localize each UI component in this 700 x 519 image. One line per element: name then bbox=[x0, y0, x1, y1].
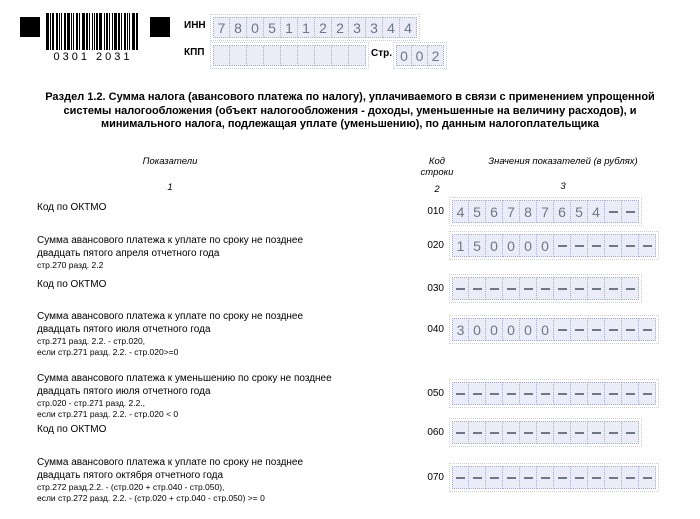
row-label bbox=[37, 202, 437, 215]
value-cell[interactable] bbox=[554, 466, 571, 489]
dash-mark bbox=[456, 288, 465, 290]
row-code: 040 bbox=[427, 324, 444, 335]
value-cell[interactable] bbox=[503, 421, 520, 444]
dash-mark bbox=[558, 329, 567, 331]
row-label-line: Код по ОКТМО bbox=[37, 424, 107, 435]
row-value-field[interactable] bbox=[452, 200, 639, 223]
row-code: 060 bbox=[427, 427, 444, 438]
value-cell[interactable] bbox=[469, 421, 486, 444]
dash-mark bbox=[524, 477, 533, 479]
col-header-line-code: Код строки bbox=[420, 156, 454, 178]
dash-mark bbox=[592, 393, 601, 395]
value-cell[interactable] bbox=[588, 318, 605, 341]
value-cell[interactable]: 7 bbox=[537, 200, 554, 223]
value-cell[interactable] bbox=[639, 466, 656, 489]
value-cell[interactable]: 0 bbox=[247, 17, 264, 38]
value-cell[interactable] bbox=[605, 318, 622, 341]
value-cell[interactable]: 7 bbox=[503, 200, 520, 223]
value-cell[interactable]: 0 bbox=[486, 318, 503, 341]
row-label-line: Сумма авансового платежа к уменьшению по сроку не позднее bbox=[37, 373, 332, 384]
value-cell[interactable]: 0 bbox=[503, 318, 520, 341]
row-label-line: Сумма авансового платежа к уплате по сроку не позднее bbox=[37, 235, 304, 246]
value-cell[interactable]: 0 bbox=[503, 234, 520, 257]
row-label-line: двадцать пятого апреля отчетного года bbox=[37, 247, 220, 259]
value-cell[interactable]: 4 bbox=[383, 17, 400, 38]
dash-mark bbox=[626, 288, 635, 290]
dash-mark bbox=[609, 329, 618, 331]
dash-mark bbox=[575, 432, 584, 434]
value-cell[interactable] bbox=[622, 234, 639, 257]
value-cell[interactable] bbox=[588, 421, 605, 444]
value-cell[interactable]: 5 bbox=[571, 200, 588, 223]
value-cell[interactable]: 3 bbox=[349, 17, 366, 38]
value-cell[interactable] bbox=[605, 421, 622, 444]
dash-mark bbox=[626, 329, 635, 331]
dash-mark bbox=[490, 432, 499, 434]
row-label-line: Код по ОКТМО bbox=[37, 202, 107, 213]
value-cell[interactable] bbox=[469, 466, 486, 489]
dash-mark bbox=[524, 288, 533, 290]
dash-mark bbox=[456, 393, 465, 395]
dash-mark bbox=[643, 329, 652, 331]
dash-mark bbox=[541, 477, 550, 479]
value-cell[interactable]: 3 bbox=[452, 318, 469, 341]
dash-mark bbox=[609, 432, 618, 434]
row-code: 070 bbox=[427, 472, 444, 483]
value-cell[interactable]: 0 bbox=[412, 45, 428, 66]
value-cell[interactable] bbox=[537, 382, 554, 405]
col-header-indicators: Показатели bbox=[142, 156, 198, 167]
row-formula-line: если стр.271 разд. 2.2. - стр.020 < 0 bbox=[37, 409, 179, 420]
row-formula-line: если стр.271 разд. 2.2. - стр.020>=0 bbox=[37, 347, 179, 358]
value-cell[interactable] bbox=[554, 421, 571, 444]
dash-mark bbox=[643, 477, 652, 479]
page-number-label: Стр. bbox=[371, 48, 393, 59]
row-value-field[interactable] bbox=[452, 466, 656, 489]
value-cell[interactable] bbox=[452, 277, 469, 300]
value-cell[interactable]: 4 bbox=[400, 17, 417, 38]
barcode-icon bbox=[46, 13, 140, 50]
value-cell[interactable] bbox=[349, 45, 366, 66]
dash-mark bbox=[524, 432, 533, 434]
value-cell[interactable] bbox=[520, 382, 537, 405]
dash-mark bbox=[490, 477, 499, 479]
value-cell[interactable] bbox=[554, 318, 571, 341]
col-number-1: 1 bbox=[167, 182, 173, 193]
dash-mark bbox=[609, 477, 618, 479]
value-cell[interactable] bbox=[639, 234, 656, 257]
value-cell[interactable] bbox=[520, 421, 537, 444]
value-cell[interactable] bbox=[622, 382, 639, 405]
col-header-values: Значения показателей (в рублях) bbox=[488, 156, 638, 167]
dash-mark bbox=[643, 393, 652, 395]
row-code: 010 bbox=[427, 206, 444, 217]
inn-field[interactable] bbox=[213, 17, 417, 38]
value-cell[interactable]: 2 bbox=[332, 17, 349, 38]
value-cell[interactable] bbox=[469, 382, 486, 405]
value-cell[interactable] bbox=[605, 200, 622, 223]
row-label bbox=[37, 424, 437, 437]
value-cell[interactable] bbox=[537, 277, 554, 300]
value-cell[interactable] bbox=[554, 382, 571, 405]
value-cell[interactable] bbox=[503, 382, 520, 405]
row-value-field[interactable] bbox=[452, 421, 639, 444]
row-label-line: Сумма авансового платежа к уплате по сроку не позднее bbox=[37, 457, 304, 468]
dash-mark bbox=[626, 393, 635, 395]
kpp-field[interactable] bbox=[213, 45, 366, 66]
value-cell[interactable] bbox=[605, 277, 622, 300]
dash-mark bbox=[626, 477, 635, 479]
dash-mark bbox=[558, 432, 567, 434]
dash-mark bbox=[456, 477, 465, 479]
dash-mark bbox=[558, 288, 567, 290]
value-cell[interactable] bbox=[571, 277, 588, 300]
value-cell[interactable] bbox=[520, 277, 537, 300]
value-cell[interactable]: 0 bbox=[520, 234, 537, 257]
value-cell[interactable] bbox=[605, 466, 622, 489]
row-formula-line: если стр.272 разд. 2.2. - (стр.020 + стр.040 - стр.050) >= 0 bbox=[37, 493, 265, 504]
anchor-square-right bbox=[150, 17, 170, 37]
dash-mark bbox=[558, 477, 567, 479]
value-cell[interactable]: 1 bbox=[452, 234, 469, 257]
value-cell[interactable] bbox=[622, 421, 639, 444]
value-cell[interactable] bbox=[571, 421, 588, 444]
value-cell[interactable] bbox=[639, 318, 656, 341]
value-cell[interactable]: 1 bbox=[281, 17, 298, 38]
dash-mark bbox=[575, 329, 584, 331]
row-value-field[interactable] bbox=[452, 318, 656, 341]
value-cell[interactable] bbox=[486, 277, 503, 300]
dash-mark bbox=[558, 393, 567, 395]
value-cell[interactable]: 7 bbox=[213, 17, 230, 38]
row-code: 050 bbox=[427, 388, 444, 399]
dash-mark bbox=[575, 477, 584, 479]
row-label bbox=[37, 235, 437, 271]
value-cell[interactable] bbox=[622, 200, 639, 223]
row-label bbox=[37, 311, 437, 359]
value-cell[interactable]: 6 bbox=[486, 200, 503, 223]
dash-mark bbox=[473, 432, 482, 434]
row-label-line: Сумма авансового платежа к уплате по сроку не позднее bbox=[37, 311, 304, 322]
value-cell[interactable] bbox=[247, 45, 264, 66]
row-value-field[interactable] bbox=[452, 277, 639, 300]
row-value-field[interactable] bbox=[452, 234, 656, 257]
value-cell[interactable] bbox=[571, 466, 588, 489]
value-cell[interactable] bbox=[230, 45, 247, 66]
dash-mark bbox=[541, 432, 550, 434]
anchor-square-left bbox=[20, 17, 40, 37]
dash-mark bbox=[626, 432, 635, 434]
value-cell[interactable] bbox=[605, 234, 622, 257]
dash-mark bbox=[507, 477, 516, 479]
row-code: 030 bbox=[427, 283, 444, 294]
value-cell[interactable] bbox=[213, 45, 230, 66]
value-cell[interactable] bbox=[469, 277, 486, 300]
value-cell[interactable]: 5 bbox=[469, 200, 486, 223]
value-cell[interactable]: 0 bbox=[537, 234, 554, 257]
value-cell[interactable]: 0 bbox=[396, 45, 412, 66]
value-cell[interactable]: 0 bbox=[520, 318, 537, 341]
row-label-line: двадцать пятого июля отчетного года bbox=[37, 323, 211, 335]
dash-mark bbox=[490, 393, 499, 395]
row-label-line: двадцать пятого октября отчетного года bbox=[37, 469, 224, 481]
row-formula-line: стр.270 разд. 2.2 bbox=[37, 260, 104, 270]
dash-mark bbox=[507, 288, 516, 290]
dash-mark bbox=[541, 393, 550, 395]
row-formula-line: стр.272 разд.2.2. - (стр.020 + стр.040 - стр.050), bbox=[37, 482, 225, 492]
dash-mark bbox=[592, 432, 601, 434]
value-cell[interactable] bbox=[622, 466, 639, 489]
dash-mark bbox=[490, 288, 499, 290]
value-cell[interactable] bbox=[452, 421, 469, 444]
dash-mark bbox=[609, 211, 618, 213]
value-cell[interactable] bbox=[622, 318, 639, 341]
dash-mark bbox=[473, 288, 482, 290]
value-cell[interactable]: 4 bbox=[452, 200, 469, 223]
value-cell[interactable] bbox=[281, 45, 298, 66]
dash-mark bbox=[575, 245, 584, 247]
value-cell[interactable] bbox=[571, 382, 588, 405]
dash-mark bbox=[609, 245, 618, 247]
value-cell[interactable] bbox=[298, 45, 315, 66]
dash-mark bbox=[558, 245, 567, 247]
value-cell[interactable] bbox=[503, 277, 520, 300]
row-label bbox=[37, 457, 437, 505]
value-cell[interactable]: 5 bbox=[264, 17, 281, 38]
col-number-2: 2 bbox=[434, 184, 440, 195]
value-cell[interactable] bbox=[315, 45, 332, 66]
value-cell[interactable] bbox=[503, 466, 520, 489]
value-cell[interactable] bbox=[537, 466, 554, 489]
value-cell[interactable]: 0 bbox=[486, 234, 503, 257]
row-formula-line: стр.271 разд. 2.2. - стр.020, bbox=[37, 336, 146, 346]
barcode-number: 0301 2031 bbox=[53, 51, 133, 63]
dash-mark bbox=[456, 432, 465, 434]
value-cell[interactable] bbox=[605, 382, 622, 405]
value-cell[interactable]: 0 bbox=[537, 318, 554, 341]
value-cell[interactable] bbox=[486, 421, 503, 444]
dash-mark bbox=[626, 245, 635, 247]
col-number-3: 3 bbox=[560, 181, 566, 192]
dash-mark bbox=[575, 393, 584, 395]
value-cell[interactable]: 3 bbox=[366, 17, 383, 38]
dash-mark bbox=[592, 288, 601, 290]
dash-mark bbox=[575, 288, 584, 290]
dash-mark bbox=[643, 245, 652, 247]
value-cell[interactable]: 2 bbox=[315, 17, 332, 38]
value-cell[interactable]: 8 bbox=[230, 17, 247, 38]
value-cell[interactable] bbox=[452, 382, 469, 405]
dash-mark bbox=[626, 211, 635, 213]
value-cell[interactable] bbox=[486, 382, 503, 405]
value-cell[interactable] bbox=[571, 318, 588, 341]
value-cell[interactable] bbox=[554, 277, 571, 300]
value-cell[interactable] bbox=[332, 45, 349, 66]
value-cell[interactable] bbox=[622, 277, 639, 300]
value-cell[interactable] bbox=[588, 382, 605, 405]
inn-label: ИНН bbox=[184, 20, 206, 31]
value-cell[interactable] bbox=[554, 234, 571, 257]
value-cell[interactable] bbox=[264, 45, 281, 66]
row-code: 020 bbox=[427, 240, 444, 251]
value-cell[interactable] bbox=[639, 382, 656, 405]
value-cell[interactable] bbox=[520, 466, 537, 489]
dash-mark bbox=[592, 329, 601, 331]
row-label bbox=[37, 279, 437, 292]
row-value-field[interactable] bbox=[452, 382, 656, 405]
dash-mark bbox=[592, 245, 601, 247]
row-label-line: Код по ОКТМО bbox=[37, 279, 107, 290]
value-cell[interactable] bbox=[537, 421, 554, 444]
kpp-label: КПП bbox=[184, 47, 205, 58]
row-label-line: двадцать пятого июля отчетного года bbox=[37, 385, 211, 397]
value-cell[interactable]: 1 bbox=[298, 17, 315, 38]
section-title: Раздел 1.2. Сумма налога (авансового платежа по налогу), уплачиваемого в связи с применением упрощенной системы налогообложения (объект налогообложения - доходы, уменьшенные на величину расходов), и минимального налога, подлежащая уплате (уменьшению), по данным налогоплательщика bbox=[45, 91, 655, 130]
value-cell[interactable] bbox=[588, 234, 605, 257]
dash-mark bbox=[524, 393, 533, 395]
dash-mark bbox=[592, 477, 601, 479]
value-cell[interactable] bbox=[486, 466, 503, 489]
page-number-field[interactable] bbox=[396, 45, 444, 66]
value-cell[interactable]: 5 bbox=[469, 234, 486, 257]
dash-mark bbox=[507, 393, 516, 395]
row-label bbox=[37, 373, 437, 421]
dash-mark bbox=[609, 288, 618, 290]
value-cell[interactable] bbox=[588, 466, 605, 489]
dash-mark bbox=[541, 288, 550, 290]
value-cell[interactable]: 6 bbox=[554, 200, 571, 223]
dash-mark bbox=[473, 393, 482, 395]
value-cell[interactable] bbox=[588, 277, 605, 300]
dash-mark bbox=[473, 477, 482, 479]
value-cell[interactable]: 2 bbox=[428, 45, 444, 66]
row-formula-line: стр.020 - стр.271 разд. 2.2., bbox=[37, 398, 146, 408]
dash-mark bbox=[609, 393, 618, 395]
value-cell[interactable]: 4 bbox=[588, 200, 605, 223]
value-cell[interactable] bbox=[452, 466, 469, 489]
value-cell[interactable]: 8 bbox=[520, 200, 537, 223]
dash-mark bbox=[507, 432, 516, 434]
value-cell[interactable]: 0 bbox=[469, 318, 486, 341]
value-cell[interactable] bbox=[571, 234, 588, 257]
